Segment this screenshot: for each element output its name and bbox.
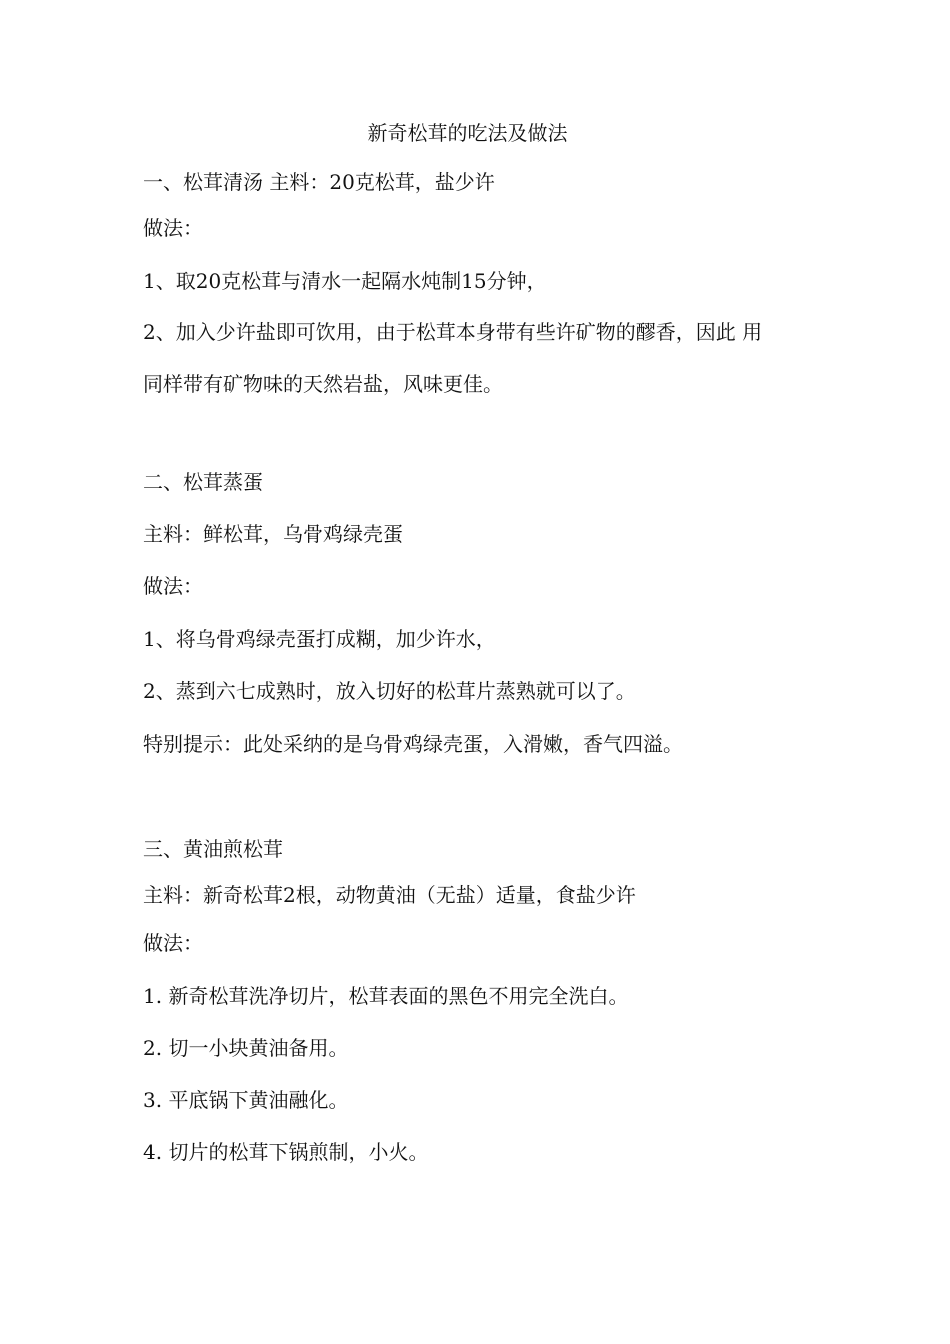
document-title: 新奇松茸的吃法及做法 bbox=[367, 121, 568, 145]
section1-step2-line1: 2、加入少许盐即可饮用，由于松茸本身带有些许矿物的醪香，因此 用 bbox=[143, 320, 763, 344]
section2-method-label: 做法： bbox=[143, 574, 203, 598]
section2-tip: 特别提示：此处采纳的是乌骨鸡绿壳蛋，入滑嫩，香气四溢。 bbox=[143, 732, 683, 756]
section3-heading: 三、黄油煎松茸 bbox=[143, 837, 283, 861]
section1-step1: 1、取20克松茸与清水一起隔水炖制15分钟， bbox=[143, 269, 547, 293]
section1-method-label: 做法： bbox=[143, 216, 203, 240]
section1-step2-line2: 同样带有矿物味的天然岩盐，风味更佳。 bbox=[143, 372, 503, 396]
section3-step1: 1. 新奇松茸洗净切片，松茸表面的黑色不用完全洗白。 bbox=[143, 984, 629, 1008]
section1-heading: 一、松茸清汤 主料：20克松茸，盐少许 bbox=[143, 170, 495, 194]
section2-step2: 2、蒸到六七成熟时，放入切好的松茸片蒸熟就可以了。 bbox=[143, 679, 636, 703]
section2-heading: 二、松茸蒸蛋 bbox=[143, 470, 263, 494]
section2-ingredients: 主料：鲜松茸，乌骨鸡绿壳蛋 bbox=[143, 522, 403, 546]
section2-step1: 1、将乌骨鸡绿壳蛋打成糊，加少许水， bbox=[143, 627, 496, 651]
section3-step4: 4. 切片的松茸下锅煎制，小火。 bbox=[143, 1140, 429, 1164]
section3-method-label: 做法： bbox=[143, 931, 203, 955]
section3-ingredients: 主料：新奇松茸2根，动物黄油（无盐）适量，食盐少许 bbox=[143, 883, 636, 907]
section3-step3: 3. 平底锅下黄油融化。 bbox=[143, 1088, 349, 1112]
section3-step2: 2. 切一小块黄油备用。 bbox=[143, 1036, 349, 1060]
